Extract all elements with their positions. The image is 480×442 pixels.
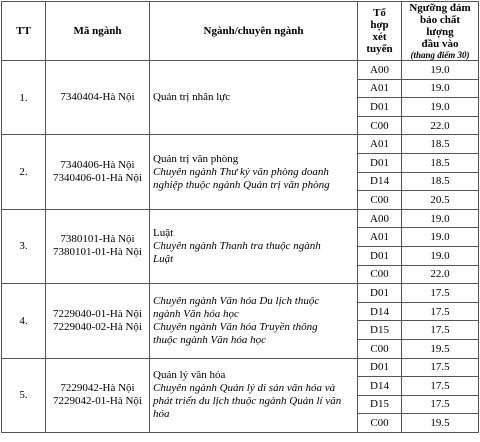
major-name: Quản trị văn phòng [153, 152, 239, 165]
subject-combination: D01 [358, 246, 402, 265]
subject-combination: C00 [358, 191, 402, 210]
threshold-score: 19.5 [402, 414, 479, 433]
specialization-text: Chuyên ngành Quản lý di sản văn hóa và [153, 382, 336, 395]
subject-combination: A01 [358, 228, 402, 247]
table-row [2, 209, 479, 228]
threshold-score: 17.5 [402, 284, 479, 303]
header-score-line: Ngưỡng đảm [409, 2, 471, 14]
threshold-score: 19.0 [402, 228, 479, 247]
major-code: 7229042-Hà Nội [60, 382, 135, 395]
specialization-text: Chuyên ngành Văn hóa Truyền thông [153, 320, 318, 333]
specialization-text: nghiệp thuộc ngành Quản trị văn phòng [153, 178, 330, 191]
header-score [402, 2, 479, 61]
row-number: 5. [2, 358, 46, 432]
major-code: 7340406-01-Hà Nội [53, 172, 142, 185]
threshold-score: 19.0 [402, 61, 479, 80]
table-body [2, 61, 479, 433]
row-number: 4. [2, 284, 46, 358]
subject-combination: D01 [358, 284, 402, 303]
subject-combination: D15 [358, 395, 402, 414]
major-code-cell [46, 135, 150, 209]
major-name-cell [150, 358, 358, 432]
major-code-cell [46, 284, 150, 358]
header-code: Mã ngành [46, 2, 150, 61]
subject-combination: A01 [358, 135, 402, 154]
major-name-cell [150, 284, 358, 358]
subject-combination: A01 [358, 79, 402, 98]
major-code-cell [46, 61, 150, 135]
threshold-score: 20.5 [402, 191, 479, 210]
major-code: 7229040-02-Hà Nội [53, 320, 142, 333]
subject-combination: D14 [358, 302, 402, 321]
major-code: 7380101-01-Hà Nội [53, 246, 142, 259]
subject-combination: C00 [358, 265, 402, 284]
subject-combination: D14 [358, 377, 402, 396]
row-number: 3. [2, 209, 46, 283]
threshold-score: 17.5 [402, 302, 479, 321]
header-combo [358, 2, 402, 61]
specialization-text: phát triển du lịch thuộc ngành Quản lí văn [153, 395, 342, 408]
major-name-cell [150, 209, 358, 283]
threshold-score: 18.5 [402, 135, 479, 154]
specialization-text: thuộc ngành Văn hóa học [153, 333, 267, 346]
major-name: Quản trị nhân lực [153, 91, 231, 104]
threshold-score: 22.0 [402, 265, 479, 284]
major-code: 7340404-Hà Nội [60, 91, 135, 104]
specialization-text: Luật [153, 252, 174, 265]
subject-combination: A00 [358, 61, 402, 80]
threshold-score: 19.5 [402, 339, 479, 358]
threshold-score: 17.5 [402, 377, 479, 396]
table-row [2, 135, 479, 154]
row-number: 1. [2, 61, 46, 135]
threshold-score: 22.0 [402, 116, 479, 135]
subject-combination: D15 [358, 321, 402, 340]
major-code-cell [46, 209, 150, 283]
header-row [2, 2, 479, 61]
major-name: Quản lý văn hóa [153, 369, 226, 382]
major-code-cell [46, 358, 150, 432]
header-tt: TT [2, 2, 46, 61]
specialization-text: Chuyên ngành Văn hóa Du lịch thuộc [153, 294, 320, 307]
major-code: 7380101-Hà Nội [60, 233, 135, 246]
header-score-note: (thang điểm 30) [410, 50, 470, 60]
specialization-text: Chuyên ngành Thư ký văn phòng doanh [153, 165, 329, 178]
header-score-line: bảo chất lượng [419, 14, 461, 38]
threshold-score: 18.5 [402, 172, 479, 191]
row-number: 2. [2, 135, 46, 209]
header-combo-line: xét [372, 31, 387, 43]
subject-combination: D01 [358, 153, 402, 172]
subject-combination: C00 [358, 339, 402, 358]
specialization-text: Chuyên ngành Thanh tra thuộc ngành [153, 239, 321, 252]
header-score-line: đầu vào [421, 38, 459, 50]
threshold-score: 17.5 [402, 358, 479, 377]
admission-score-table [1, 1, 479, 433]
specialization-text: hóa [153, 408, 170, 421]
threshold-score: 19.0 [402, 98, 479, 117]
table-row [2, 284, 479, 303]
header-major: Ngành/chuyên ngành [150, 2, 358, 61]
table-row [2, 61, 479, 80]
header-combo-line: hợp [370, 19, 389, 31]
specialization-text: ngành Văn hóa học [153, 307, 239, 320]
subject-combination: D14 [358, 172, 402, 191]
threshold-score: 17.5 [402, 321, 479, 340]
header-combo-line: tuyển [366, 43, 393, 55]
subject-combination: C00 [358, 414, 402, 433]
subject-combination: C00 [358, 116, 402, 135]
threshold-score: 19.0 [402, 79, 479, 98]
major-name: Luật [153, 226, 174, 239]
subject-combination: D01 [358, 358, 402, 377]
major-code: 7340406-Hà Nội [60, 159, 135, 172]
table-row [2, 358, 479, 377]
threshold-score: 18.5 [402, 153, 479, 172]
major-name-cell [150, 135, 358, 209]
header-combo-line: Tổ [373, 7, 386, 19]
subject-combination: A00 [358, 209, 402, 228]
threshold-score: 17.5 [402, 395, 479, 414]
major-code: 7229040-01-Hà Nội [53, 307, 142, 320]
major-name-cell [150, 61, 358, 135]
threshold-score: 19.0 [402, 246, 479, 265]
major-code: 7229042-01-Hà Nội [53, 395, 142, 408]
subject-combination: D01 [358, 98, 402, 117]
threshold-score: 19.0 [402, 209, 479, 228]
